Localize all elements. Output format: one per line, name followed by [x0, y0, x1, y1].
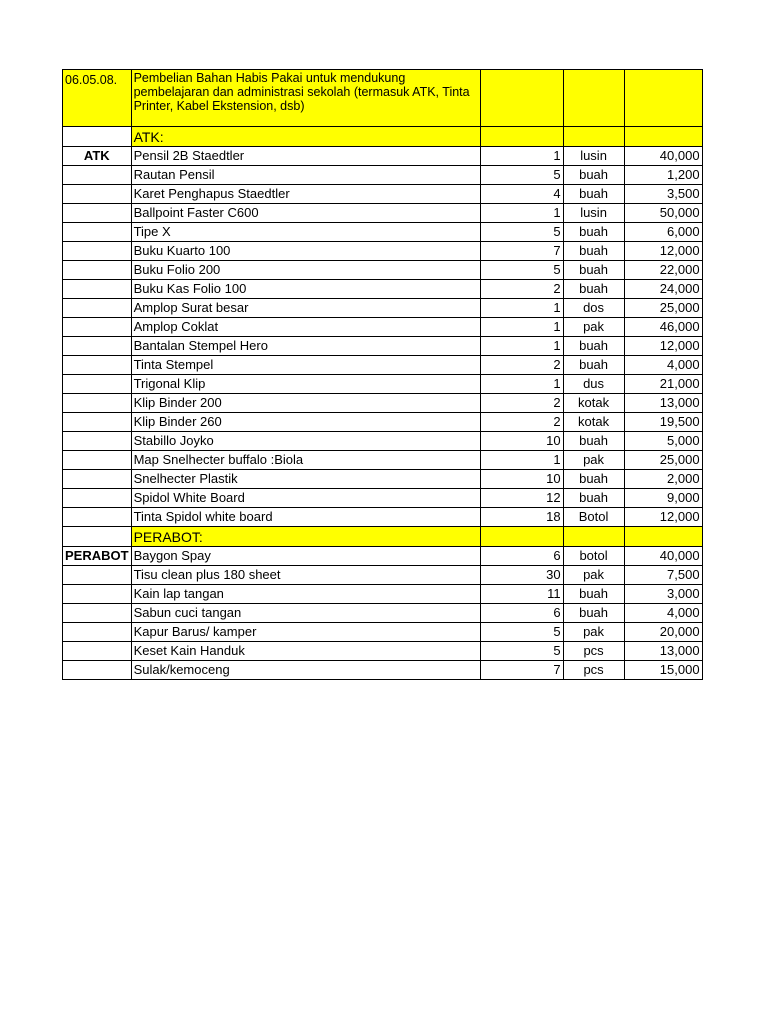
item-name: Rautan Pensil [131, 166, 480, 185]
item-unit: lusin [563, 204, 624, 223]
item-qty: 30 [480, 566, 563, 585]
item-name: Klip Binder 200 [131, 394, 480, 413]
item-name: Buku Folio 200 [131, 261, 480, 280]
category-cell [63, 299, 132, 318]
category-cell [63, 451, 132, 470]
item-qty: 5 [480, 623, 563, 642]
table-row [63, 451, 703, 470]
item-unit: buah [563, 166, 624, 185]
item-unit: buah [563, 242, 624, 261]
item-name: Kapur Barus/ kamper [131, 623, 480, 642]
item-name: Tipe X [131, 223, 480, 242]
item-price: 15,000 [624, 661, 702, 680]
table-row [63, 470, 703, 489]
item-price: 21,000 [624, 375, 702, 394]
item-unit: pak [563, 623, 624, 642]
table-row [63, 566, 703, 585]
item-price: 50,000 [624, 204, 702, 223]
table-row [63, 280, 703, 299]
item-price: 20,000 [624, 623, 702, 642]
budget-description: Pembelian Bahan Habis Pakai untuk mendukung pembelajaran dan administrasi sekolah (termasuk ATK, Tinta Printer, Kabel Ekstension, dsb) [131, 70, 480, 127]
category-cell [63, 470, 132, 489]
category-cell [63, 242, 132, 261]
section-qty-cell [480, 527, 563, 547]
category-cell [63, 394, 132, 413]
category-cell [63, 261, 132, 280]
item-name: Buku Kas Folio 100 [131, 280, 480, 299]
section-title: ATK: [131, 127, 480, 147]
budget-table [62, 69, 703, 680]
table-row [63, 394, 703, 413]
table-row [63, 413, 703, 432]
item-price: 3,500 [624, 185, 702, 204]
table-row [63, 223, 703, 242]
item-unit: buah [563, 223, 624, 242]
item-qty: 12 [480, 489, 563, 508]
item-qty: 7 [480, 242, 563, 261]
item-qty: 2 [480, 356, 563, 375]
item-price: 4,000 [624, 604, 702, 623]
section-category-blank [63, 527, 132, 547]
section-row [63, 127, 703, 147]
header-row [63, 70, 703, 127]
item-name: Amplop Coklat [131, 318, 480, 337]
category-cell [63, 566, 132, 585]
category-cell [63, 166, 132, 185]
item-price: 2,000 [624, 470, 702, 489]
item-price: 6,000 [624, 223, 702, 242]
table-row [63, 318, 703, 337]
item-qty: 1 [480, 204, 563, 223]
item-price: 13,000 [624, 642, 702, 661]
item-qty: 1 [480, 147, 563, 166]
item-unit: buah [563, 604, 624, 623]
item-price: 22,000 [624, 261, 702, 280]
item-unit: pak [563, 318, 624, 337]
category-cell [63, 489, 132, 508]
section-category-blank [63, 127, 132, 147]
category-cell [63, 185, 132, 204]
item-unit: buah [563, 356, 624, 375]
item-name: Karet Penghapus Staedtler [131, 185, 480, 204]
item-qty: 6 [480, 604, 563, 623]
item-price: 24,000 [624, 280, 702, 299]
item-unit: buah [563, 432, 624, 451]
item-price: 40,000 [624, 147, 702, 166]
item-name: Keset Kain Handuk [131, 642, 480, 661]
table-row [63, 185, 703, 204]
category-cell [63, 223, 132, 242]
section-unit-cell [563, 527, 624, 547]
item-unit: buah [563, 489, 624, 508]
header-unit-cell [563, 70, 624, 127]
section-price-cell [624, 127, 702, 147]
item-name: Tinta Spidol white board [131, 508, 480, 527]
item-name: Klip Binder 260 [131, 413, 480, 432]
category-cell [63, 413, 132, 432]
table-row [63, 299, 703, 318]
table-row [63, 642, 703, 661]
section-row [63, 527, 703, 547]
item-qty: 5 [480, 261, 563, 280]
budget-code: 06.05.08. [63, 70, 132, 127]
category-cell [63, 623, 132, 642]
item-unit: pak [563, 566, 624, 585]
item-qty: 6 [480, 547, 563, 566]
item-name: Amplop Surat besar [131, 299, 480, 318]
table-row [63, 508, 703, 527]
section-qty-cell [480, 127, 563, 147]
item-price: 3,000 [624, 585, 702, 604]
item-qty: 5 [480, 223, 563, 242]
item-name: Tinta Stempel [131, 356, 480, 375]
item-qty: 1 [480, 318, 563, 337]
item-name: Buku Kuarto 100 [131, 242, 480, 261]
item-name: Bantalan Stempel Hero [131, 337, 480, 356]
item-price: 19,500 [624, 413, 702, 432]
category-cell [63, 356, 132, 375]
table-row [63, 661, 703, 680]
table-row [63, 547, 703, 566]
item-qty: 2 [480, 280, 563, 299]
category-cell [63, 280, 132, 299]
item-unit: buah [563, 470, 624, 489]
item-price: 9,000 [624, 489, 702, 508]
table-row [63, 356, 703, 375]
item-price: 40,000 [624, 547, 702, 566]
item-unit: buah [563, 280, 624, 299]
category-cell [63, 375, 132, 394]
item-qty: 10 [480, 470, 563, 489]
item-qty: 5 [480, 642, 563, 661]
category-cell [63, 604, 132, 623]
table-row [63, 585, 703, 604]
item-price: 25,000 [624, 299, 702, 318]
item-qty: 7 [480, 661, 563, 680]
item-name: Tisu clean plus 180 sheet [131, 566, 480, 585]
table-row [63, 489, 703, 508]
item-name: Snelhecter Plastik [131, 470, 480, 489]
category-cell [63, 318, 132, 337]
item-price: 12,000 [624, 508, 702, 527]
item-qty: 18 [480, 508, 563, 527]
item-name: Sabun cuci tangan [131, 604, 480, 623]
table-row [63, 166, 703, 185]
budget-table-body [63, 70, 703, 680]
item-price: 12,000 [624, 242, 702, 261]
item-price: 7,500 [624, 566, 702, 585]
header-price-cell [624, 70, 702, 127]
item-name: Map Snelhecter buffalo :Biola [131, 451, 480, 470]
item-name: Kain lap tangan [131, 585, 480, 604]
item-unit: pcs [563, 642, 624, 661]
item-qty: 4 [480, 185, 563, 204]
category-cell [63, 337, 132, 356]
table-row [63, 375, 703, 394]
item-name: Baygon Spay [131, 547, 480, 566]
header-qty-cell [480, 70, 563, 127]
category-cell [63, 204, 132, 223]
item-price: 12,000 [624, 337, 702, 356]
item-unit: pak [563, 451, 624, 470]
table-row [63, 147, 703, 166]
table-row [63, 604, 703, 623]
item-qty: 2 [480, 394, 563, 413]
table-row [63, 204, 703, 223]
item-name: Trigonal Klip [131, 375, 480, 394]
item-unit: pcs [563, 661, 624, 680]
category-label: ATK [63, 147, 132, 166]
item-price: 4,000 [624, 356, 702, 375]
table-row [63, 432, 703, 451]
item-unit: botol [563, 547, 624, 566]
item-price: 5,000 [624, 432, 702, 451]
category-cell [63, 661, 132, 680]
item-qty: 1 [480, 375, 563, 394]
table-row [63, 261, 703, 280]
item-name: Stabillo Joyko [131, 432, 480, 451]
item-qty: 10 [480, 432, 563, 451]
item-unit: buah [563, 185, 624, 204]
item-price: 1,200 [624, 166, 702, 185]
item-qty: 1 [480, 451, 563, 470]
item-price: 13,000 [624, 394, 702, 413]
table-row [63, 242, 703, 261]
item-unit: kotak [563, 394, 624, 413]
item-unit: Botol [563, 508, 624, 527]
section-unit-cell [563, 127, 624, 147]
table-row [63, 337, 703, 356]
item-qty: 1 [480, 299, 563, 318]
item-price: 46,000 [624, 318, 702, 337]
category-cell [63, 642, 132, 661]
category-cell [63, 585, 132, 604]
table-row [63, 623, 703, 642]
item-name: Spidol White Board [131, 489, 480, 508]
section-price-cell [624, 527, 702, 547]
item-unit: buah [563, 261, 624, 280]
item-unit: dus [563, 375, 624, 394]
item-unit: buah [563, 585, 624, 604]
item-unit: lusin [563, 147, 624, 166]
item-qty: 11 [480, 585, 563, 604]
item-qty: 1 [480, 337, 563, 356]
item-price: 25,000 [624, 451, 702, 470]
category-label: PERABOT [63, 547, 132, 566]
category-cell [63, 432, 132, 451]
item-name: Ballpoint Faster C600 [131, 204, 480, 223]
item-name: Pensil 2B Staedtler [131, 147, 480, 166]
category-cell [63, 508, 132, 527]
item-name: Sulak/kemoceng [131, 661, 480, 680]
item-unit: dos [563, 299, 624, 318]
section-title: PERABOT: [131, 527, 480, 547]
item-unit: kotak [563, 413, 624, 432]
item-qty: 2 [480, 413, 563, 432]
item-qty: 5 [480, 166, 563, 185]
item-unit: buah [563, 337, 624, 356]
